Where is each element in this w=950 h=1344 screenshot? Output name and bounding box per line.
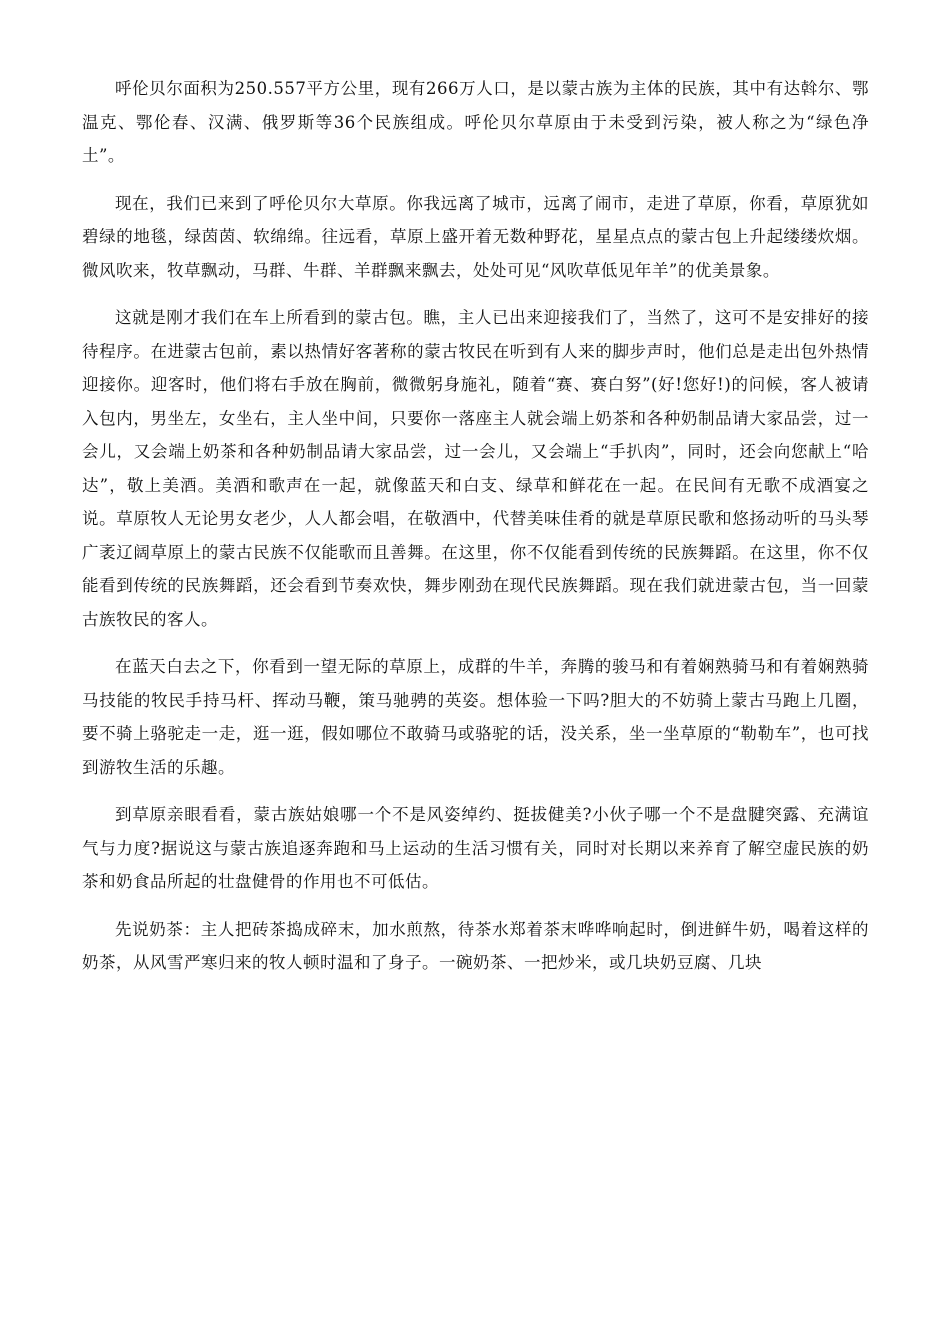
paragraph-grassland-scenery: 现在，我们已来到了呼伦贝尔大草原。你我远离了城市，远离了闹市，走进了草原，你看，草原犹如碧绿的地毯，绿茵茵、软绵绵。往远看，草原上盛开着无数种野花，星星点点的蒙古包上升起缕缕炊烟。微风吹来，牧草飘动，马群、牛群、羊群飘来飘去，处处可见“风吹草低见年羊”的优美景象。 <box>82 193 869 280</box>
paragraph-milk-tea: 先说奶茶：主人把砖茶捣成碎末，加水煎熬，待茶水郑着茶末哗哗响起时，倒进鲜牛奶，喝着这样的奶茶，从风雪严寒归来的牧人顿时温和了身子。一碗奶茶、一把炒米，或几块奶豆腐、几块 <box>82 919 869 972</box>
paragraph-mongolian-yurt-welcome: 这就是刚才我们在车上所看到的蒙古包。瞧，主人已出来迎接我们了，当然了，这可不是安排好的接待程序。在进蒙古包前，素以热情好客著称的蒙古牧民在听到有人来的脚步声时，他们总是走出包外热情迎接你。迎客时，他们将右手放在胸前，微微躬身施礼，随着“赛、赛白努”(好!您好!)的问候，客人被请入包内，男坐左，女坐右，主人坐中间，只要你一落座主人就会端上奶茶和各种奶制品请大家品尝，过一会儿，又会端上奶茶和各种奶制品请大家品尝，过一会儿，又会端上“手扒肉”，同时，还会向您献上“哈达”，敬上美酒。美酒和歌声在一起，就像蓝天和白支、绿草和鲜花在一起。在民间有无歌不成酒宴之说。草原牧人无论男女老少，人人都会唱，在敬酒中，代替美味佳肴的就是草原民歌和悠扬动听的马头琴广袤辽阔草原上的蒙古民族不仅能歌而且善舞。在这里，你不仅能看到传统的民族舞蹈。在这里，你不仅能看到传统的民族舞蹈，还会看到节奏欢快，舞步刚劲在现代民族舞蹈。现在我们就进蒙古包，当一回蒙古族牧民的客人。 <box>82 308 869 629</box>
paragraph-mongolian-people: 到草原亲眼看看，蒙古族姑娘哪一个不是风姿绰约、挺拔健美?小伙子哪一个不是盘腱突露、充满谊气与力度?据说这与蒙古族追逐奔跑和马上运动的生活习惯有关，同时对长期以来养育了解空虚民族的奶茶和奶食品所起的壮盘健骨的作用也不可低估。 <box>82 805 869 891</box>
document-page <box>82 72 869 994</box>
paragraph-hulunbuir-intro: 呼伦贝尔面积为250.557平方公里，现有266万人口，是以蒙古族为主体的民族，其中有达斡尔、鄂温克、鄂伦春、汉满、俄罗斯等36个民族组成。呼伦贝尔草原由于未受到污染，被人称之为“绿色净土”。 <box>82 79 869 165</box>
paragraph-horse-riding: 在蓝天白去之下，你看到一望无际的草原上，成群的牛羊，奔腾的骏马和有着娴熟骑马和有着娴熟骑马技能的牧民手持马杆、挥动马鞭，策马驰骋的英姿。想体验一下吗?胆大的不妨骑上蒙古马跑上几圈，要不骑上骆驼走一走，逛一逛，假如哪位不敢骑马或骆驼的话，没关系，坐一坐草原的“勒勒车”，也可找到游牧生活的乐趣。 <box>82 657 869 777</box>
